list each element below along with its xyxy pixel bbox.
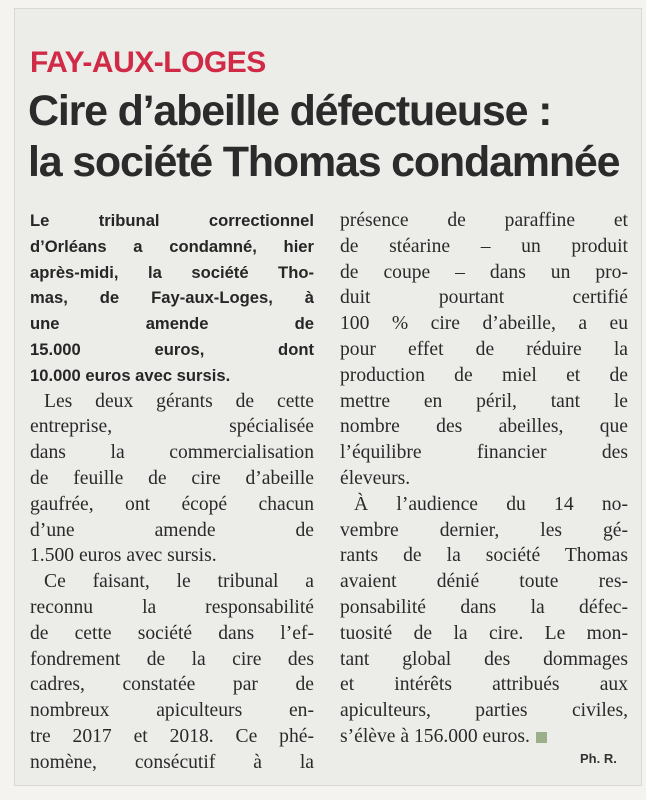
body-line: reconnu la responsabilité: [30, 596, 314, 618]
lead-line: d’Orléans a condamné, hier: [30, 236, 314, 256]
body-line: Ce faisant, le tribunal a: [44, 571, 314, 593]
body-line: dans la commercialisation: [30, 442, 314, 464]
body-line: gaufrée, ont écopé chacun: [30, 493, 314, 515]
body-line: cadres, constatée par de: [30, 674, 314, 696]
headline-line: Cire d’abeille défectueuse :: [28, 87, 552, 135]
body-line: tant global des dommages: [340, 648, 628, 670]
body-line: vembre dernier, les gé-: [340, 519, 628, 541]
body-line: avaient dénié toute res-: [340, 571, 628, 593]
headline-line: la société Thomas condamnée: [28, 138, 620, 186]
body-line: ponsabilité dans la défec-: [340, 596, 628, 618]
body-line: mettre en péril, tant le: [340, 390, 628, 412]
body-line-final-text: s’élève à 156.000 euros.: [340, 725, 530, 747]
lead-line: 10.000 euros avec sursis.: [30, 365, 231, 385]
body-line: duit pourtant certifié: [340, 287, 628, 309]
lead-line: mas, de Fay-aux-Loges, à: [30, 288, 314, 308]
end-square-icon: [536, 732, 547, 743]
body-line: pour effet de réduire la: [340, 338, 628, 360]
body-line: de cette société dans l’ef-: [30, 622, 314, 644]
body-line-final: [340, 724, 628, 750]
body-line: l’équilibre financier des: [340, 442, 628, 464]
body-line: nombreux apiculteurs en-: [30, 700, 314, 722]
article-kicker: FAY-AUX-LOGES: [30, 46, 266, 79]
lead-line: après-midi, la société Tho-: [30, 262, 314, 282]
body-line: de feuille de cire d’abeille: [30, 467, 314, 489]
article-lead: [30, 208, 314, 389]
body-line: tre 2017 et 2018. Ce phé-: [30, 725, 314, 747]
body-line: éleveurs.: [340, 467, 411, 489]
body-line: de coupe – dans un pro-: [340, 261, 628, 283]
body-line: rants de la société Thomas: [340, 545, 628, 567]
body-line: présence de paraffine et: [340, 210, 628, 231]
body-line: À l’audience du 14 no-: [354, 493, 628, 515]
body-line: nombre des abeilles, que: [340, 416, 628, 438]
body-line: production de miel et de: [340, 364, 628, 386]
body-line: tuosité de la cire. Le mon-: [340, 622, 628, 644]
body-line: fondrement de la cire des: [30, 648, 314, 670]
article-body-left: [30, 389, 314, 776]
article-headline: [28, 86, 628, 188]
body-line: 100 % cire d’abeille, a eu: [340, 313, 628, 335]
body-line: d’une amende de: [30, 519, 314, 541]
body-line: et intérêts attribués aux: [340, 674, 628, 696]
article-column-left: [30, 208, 314, 776]
body-line: apiculteurs, parties civiles,: [340, 700, 628, 722]
lead-line: 15.000 euros, dont: [30, 339, 314, 359]
author-signature: Ph. R.: [580, 751, 617, 766]
body-line: 1.500 euros avec sursis.: [30, 545, 217, 567]
body-line: nomène, consécutif à la: [30, 751, 314, 773]
lead-line: une amende de: [30, 314, 314, 334]
article-column-right: [340, 208, 628, 750]
body-line: de stéarine – un produit: [340, 235, 628, 257]
body-line: Les deux gérants de cette: [44, 390, 314, 412]
body-line: entreprise, spécialisée: [30, 416, 314, 438]
lead-line: Le tribunal correctionnel: [30, 211, 314, 230]
